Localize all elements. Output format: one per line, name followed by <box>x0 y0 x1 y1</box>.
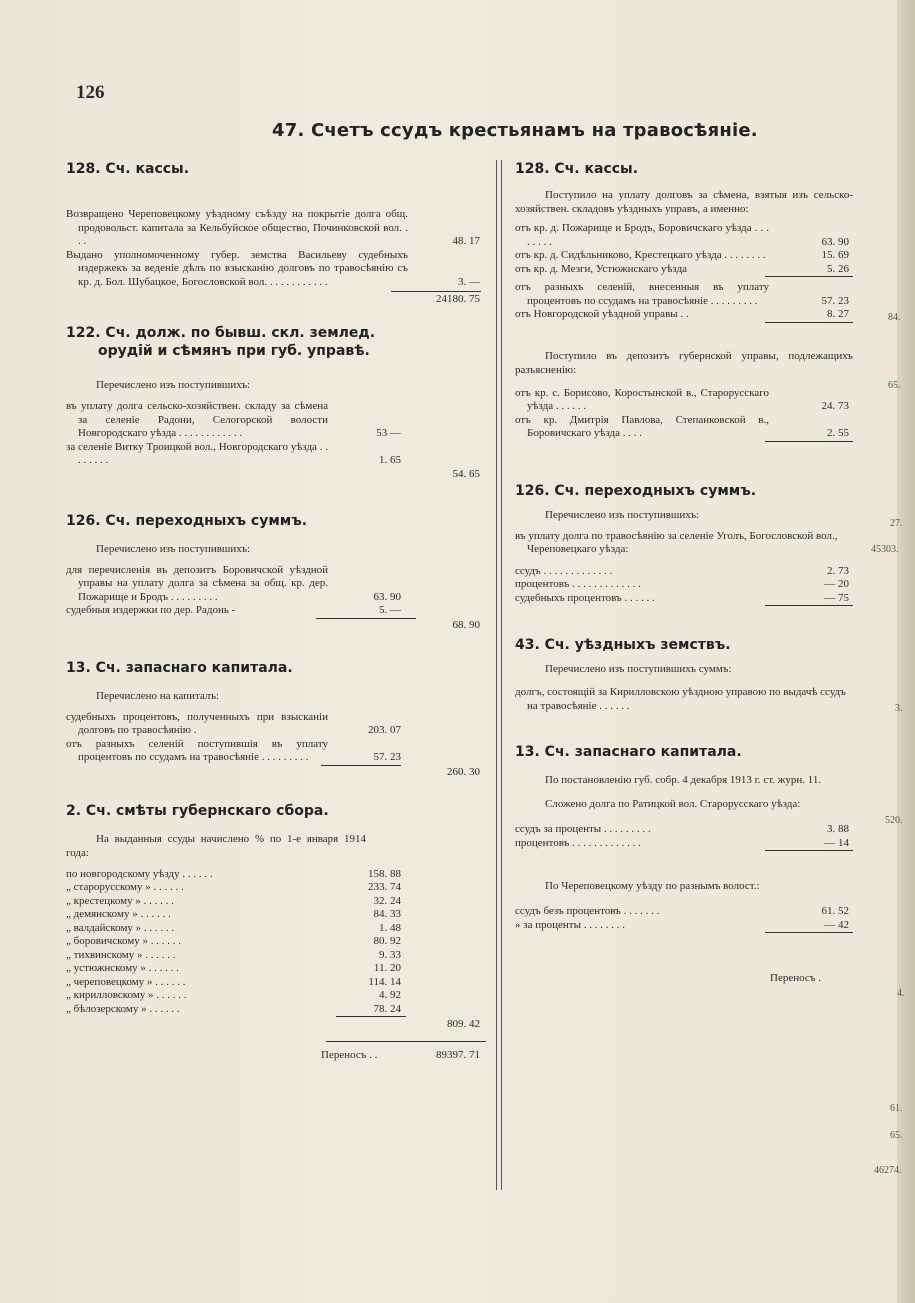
section-intro: На выданныя ссуды начислено % по 1-е января 1914 года: <box>66 832 366 859</box>
county-row: „ боровичскому » . . . . . . 80. 92 <box>66 935 401 947</box>
entry-row: Возвращено Череповецкому уѣздному съѣзду на покрытіе долга общ. продовольст. капитала за Кельбуйское общество, Починковской вол. . . . 48. 17 <box>66 208 480 247</box>
sum-rule <box>765 932 853 933</box>
entry-row: отъ разныхъ селеній, внесенныя въ уплату процентовъ по ссудамъ на травосѣяніе . . . . . . . . . 57. 23 <box>515 281 849 307</box>
county-row: „ устюжнскому » . . . . . . 11. 20 <box>66 962 401 974</box>
page-number: 126 <box>76 82 105 103</box>
section-dolzh <box>66 324 486 482</box>
page-title: 47. Счетъ ссудъ крестьянамъ на травосѣяніе. <box>272 120 758 141</box>
entry-row: Выдано уполномоченному губер. земства Васильеву судебныхъ издержекъ за веденіе дѣлъ по взысканію долговъ по травосѣянію съ кр. д. Бол. Шубацкое, Богословской вол. . . . . . . . . . . . 3. — <box>66 248 480 288</box>
county-row: „ череповецкому » . . . . . . 114. 14 <box>66 975 401 988</box>
section-heading: орудій и сѣмянъ при губ. управѣ. <box>98 343 370 359</box>
county-row: „ кирилловскому » . . . . . . 4. 92 <box>66 989 401 1001</box>
county-row: „ бѣлозерскому » . . . . . . 78. 24 <box>66 1002 401 1015</box>
sum-rule <box>765 276 853 277</box>
section-perehod <box>66 512 486 633</box>
section-intro: Перечислено изъ поступившихъ: <box>96 379 251 391</box>
section-deposit <box>515 349 853 442</box>
margin-number: 61. <box>890 1103 903 1114</box>
margin-number: 46274. <box>874 1165 902 1176</box>
entry-row: въ уплату долга сельско-хозяйствен. складу за сѣмена за селеніе Радони, Селогорской волости Новгородскаго уѣзда . . . . . . . . . . . . 53 — <box>66 400 401 439</box>
section-heading: 13. Сч. запаснаго капитала. <box>515 744 742 760</box>
section-intro: Перечислено изъ поступившихъ: <box>96 542 251 555</box>
sum-rule <box>765 605 853 606</box>
sum-rule <box>765 322 853 323</box>
left-column <box>66 160 486 1062</box>
section-intro: Сложено долга по Ратицкой вол. Старорусскаго уѣзда: <box>545 798 801 810</box>
section-heading: 128. Сч. кассы. <box>66 161 190 177</box>
margin-number: 45303. <box>871 544 899 555</box>
county-list <box>66 868 486 1017</box>
section-heading: 126. Сч. переходныхъ суммъ. <box>66 512 308 529</box>
margin-number: 4. <box>897 988 905 999</box>
section-intro: въ уплату долга по травосѣянію за селеніе Уголъ, Богословской вол., Череповецкаго уѣзда: <box>515 529 838 555</box>
county-row: „ тихвинскому » . . . . . . 9. 33 <box>66 948 401 961</box>
carry-rule <box>326 1041 486 1042</box>
section-heading: 13. Сч. запаснаго капитала. <box>66 659 293 676</box>
entry-row: судебныхъ процентовъ, полученныхъ при взысканіи долговъ по травосѣянію . 203. 07 <box>66 710 401 736</box>
entry-row: судебныхъ процентовъ . . . . . . — 75 <box>515 591 849 604</box>
county-row: „ старорусскому » . . . . . . 233. 74 <box>66 881 401 893</box>
section-intro: По постановленію губ. собр. 4 декабря 1913 г. ст. журн. 11. <box>545 774 822 786</box>
total-row: 260. 30 <box>447 766 480 778</box>
section-intro: Перечислено изъ поступившихъ: <box>545 508 700 521</box>
carry-row: Переносъ . <box>770 971 821 984</box>
margin-number: 65. <box>890 1130 903 1141</box>
section-smeta <box>66 802 486 1032</box>
right-column <box>515 160 853 985</box>
entry-row: ссудъ безъ процентовъ . . . . . . . 61. 52 <box>515 905 849 917</box>
entry-row: отъ кр. Дмитрія Павлова, Степанковской в., Боровичскаго уѣзда . . . . 2. 55 <box>515 413 849 439</box>
section-intro: Перечислено изъ поступившихъ суммъ: <box>545 663 732 675</box>
column-divider <box>501 160 502 1190</box>
county-row: „ демянскому » . . . . . . 84. 33 <box>66 908 401 920</box>
entry-row: отъ кр. с. Борисово, Коростынской в., Старорусскаго уѣзда . . . . . . 24. 73 <box>515 386 849 412</box>
section-heading: 128. Сч. кассы. <box>515 161 639 177</box>
entry-row: за селеніе Витку Троицкой вол., Новгородскаго уѣзда . . . . . . . . 1. 65 <box>66 440 401 466</box>
section-heading: 43. Сч. уѣздныхъ земствъ. <box>515 637 731 653</box>
total-row: 54. 65 <box>452 468 480 480</box>
entry-row: ссудъ . . . . . . . . . . . . . 2. 73 <box>515 564 849 577</box>
section-uezd <box>515 636 853 713</box>
sum-rule <box>765 441 853 442</box>
total-row: 24180. 75 <box>436 292 480 305</box>
entry-row: ссудъ за проценты . . . . . . . . . 3. 88 <box>515 823 849 835</box>
entry-row: отъ Новгородской уѣздной управы . . 8. 27 <box>515 308 849 320</box>
entry-row: отъ кр. д. Пожарище и Бродъ, Боровичскаго уѣзда . . . . . . . . 63. 90 <box>515 222 849 248</box>
section-perehod-right <box>515 482 853 607</box>
entry-row: отъ кр. д. Мезги, Устюжнскаго уѣзда 5. 26 <box>515 262 849 275</box>
entry-row: отъ кр. д. Сидѣльниково, Крестецкаго уѣзда . . . . . . . . 15. 69 <box>515 249 849 261</box>
section-intro: Поступило на уплату долговъ за сѣмена, взятыя изъ сельско-хозяйствен. складовъ уѣздныхъ управъ, а именно: <box>515 189 853 215</box>
entry-row: процентовъ . . . . . . . . . . . . . — 20 <box>515 578 849 590</box>
margin-number: 520. <box>885 815 903 826</box>
section-kassa-right <box>515 160 853 323</box>
section-zapas-right <box>515 743 853 933</box>
margin-number: 84. <box>888 312 901 323</box>
county-row: „ крестецкому » . . . . . . 32. 24 <box>66 894 401 907</box>
entry-row: » за проценты . . . . . . . . — 42 <box>515 918 849 931</box>
carry-row: Переносъ . . 89397. 71 <box>321 1048 480 1061</box>
entry-row: процентовъ . . . . . . . . . . . . . — 14 <box>515 836 849 849</box>
section-intro: По Череповецкому уѣзду по разнымъ волост.: <box>545 880 760 892</box>
total-row: 809. 42 <box>447 1017 480 1030</box>
margin-number: 27. <box>890 518 903 529</box>
section-zapas <box>66 659 486 780</box>
column-divider <box>496 160 497 1190</box>
entry-row: судебныя издержки по дер. Радонь - 5. — <box>66 604 401 616</box>
entry-row: для перечисленія въ депозитъ Боровичской уѣздной управы на уплату долга за сѣмена за общ. кр. дер. Пожарище и Бродъ . . . . . . . . . 63. 90 <box>66 563 401 603</box>
total-row: 68. 90 <box>452 619 480 631</box>
section-heading: 2. Сч. смѣты губернскаго сбора. <box>66 802 329 819</box>
entry-row: долгъ, состоящій за Кирилловскою уѣздною управою по выдачѣ ссудъ на травосѣяніе . . . . . . <box>515 686 846 712</box>
section-heading: 126. Сч. переходныхъ суммъ. <box>515 482 757 499</box>
margin-number: 65. <box>888 380 901 391</box>
entry-row: отъ разныхъ селеній поступившія въ уплату процентовъ по ссудамъ на травосѣяніе . . . . . . . . . 57. 23 <box>66 737 401 763</box>
section-intro: Поступило въ депозитъ губернской управы, подлежащихъ разъясненію: <box>515 349 853 376</box>
margin-number: 3. <box>895 703 903 714</box>
section-heading: 122. Сч. долж. по бывш. скл. землед. <box>66 325 376 341</box>
section-intro: Перечислено на капиталъ: <box>96 689 220 702</box>
county-row: „ валдайскому » . . . . . . 1. 48 <box>66 921 401 934</box>
county-row: по новгородскому уѣзду . . . . . . 158. 88 <box>66 867 401 880</box>
section-kassa <box>66 160 486 306</box>
